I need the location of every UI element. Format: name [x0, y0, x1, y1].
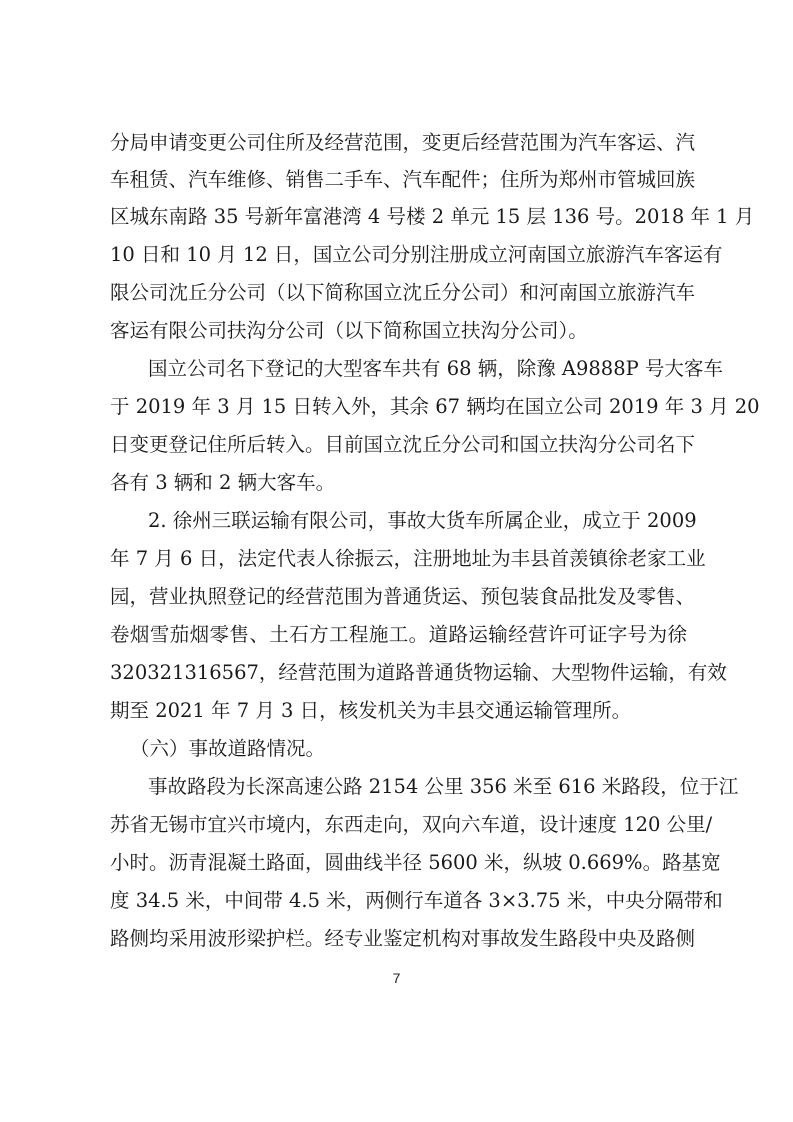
paragraph-line: 卷烟雪茄烟零售、土石方工程施工。道路运输经营许可证字号为徐 [110, 623, 687, 646]
paragraph-line: 各有 3 辆和 2 辆大客车。 [110, 471, 336, 494]
section-heading: （六）事故道路情况。 [130, 737, 326, 760]
paragraph-line: 于 2019 年 3 月 15 日转入外，其余 67 辆均在国立公司 2019 年 3 月 20 [110, 395, 760, 418]
paragraph-line: 年 7 月 6 日，法定代表人徐振云，注册地址为丰县首羡镇徐老家工业 [110, 547, 706, 570]
paragraph-line: 小时。沥青混凝土路面，圆曲线半径 5600 米，纵坡 0.669%。路基宽 [110, 851, 721, 874]
paragraph-line: 10 日和 10 月 12 日，国立公司分别注册成立河南国立旅游汽车客运有 [110, 243, 723, 266]
paragraph-line: 日变更登记住所后转入。目前国立沈丘分公司和国立扶沟分公司名下 [110, 433, 696, 456]
paragraph-line: 事故路段为长深高速公路 2154 公里 356 米至 616 米路段，位于江 [148, 775, 739, 798]
paragraph-line: 分局申请变更公司住所及经营范围，变更后经营范围为汽车客运、汽 [110, 131, 696, 154]
paragraph-line: 国立公司名下登记的大型客车共有 68 辆，除豫 A9888P 号大客车 [148, 357, 723, 380]
paragraph-line: 客运有限公司扶沟分公司（以下简称国立扶沟分公司）。 [110, 319, 588, 342]
page-number: 7 [392, 970, 401, 986]
paragraph-line: 期至 2021 年 7 月 3 日，核发机关为丰县交通运输管理所。 [110, 699, 632, 722]
paragraph-line: 路侧均采用波形梁护栏。经专业鉴定机构对事故发生路段中央及路侧 [110, 927, 696, 950]
paragraph-line: 2. 徐州三联运输有限公司，事故大货车所属企业，成立于 2009 [148, 509, 697, 532]
paragraph-line: 限公司沈丘分公司（以下简称国立沈丘分公司）和河南国立旅游汽车 [110, 281, 696, 304]
paragraph-line: 苏省无锡市宜兴市境内，东西走向，双向六车道，设计速度 120 公里/ [110, 813, 713, 836]
paragraph-line: 园，营业执照登记的经营范围为普通货运、预包装食品批发及零售、 [110, 585, 696, 608]
paragraph-line: 320321316567，经营范围为道路普通货物运输、大型物件运输，有效 [110, 661, 727, 684]
paragraph-line: 区城东南路 35 号新年富港湾 4 号楼 2 单元 15 层 136 号。2018 年 1 月 [110, 205, 755, 228]
paragraph-line: 度 34.5 米，中间带 4.5 米，两侧行车道各 3×3.75 米，中央分隔带和 [110, 889, 723, 912]
paragraph-line: 车租赁、汽车维修、销售二手车、汽车配件；住所为郑州市管城回族 [110, 168, 696, 191]
